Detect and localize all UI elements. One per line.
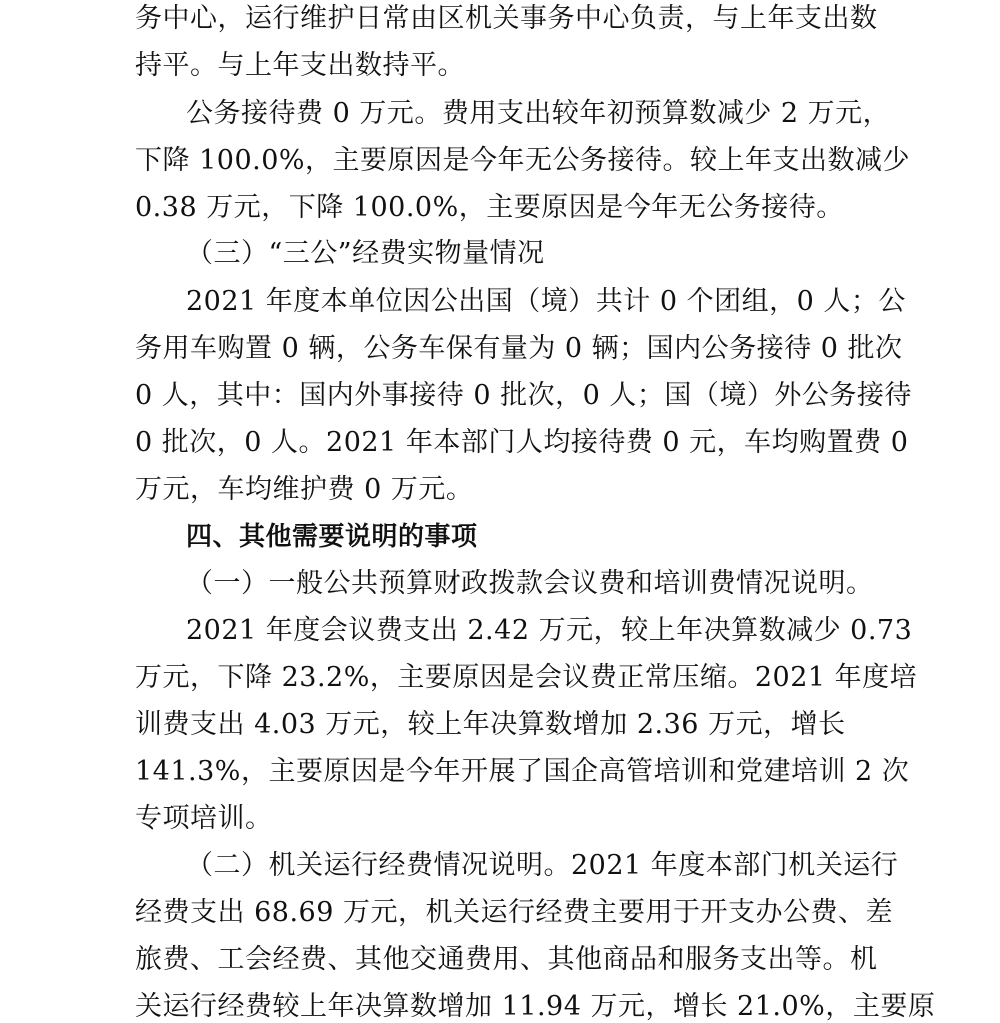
paragraph-line: 旅费、工会经费、其他交通费用、其他商品和服务支出等。机 bbox=[135, 944, 878, 975]
paragraph-line: 经费支出 68.69 万元，机关运行经费主要用于开支办公费、差 bbox=[135, 897, 893, 928]
section-heading: 四、其他需要说明的事项 bbox=[186, 522, 478, 552]
paragraph-line: 务用车购置 0 辆，公务车保有量为 0 辆；国内公务接待 0 批次 bbox=[135, 333, 903, 364]
paragraph-line: 万元，下降 23.2%，主要原因是会议费正常压缩。2021 年度培 bbox=[135, 662, 918, 693]
paragraph-line: 务中心，运行维护日常由区机关事务中心负责，与上年支出数 bbox=[135, 3, 878, 34]
paragraph-line: 训费支出 4.03 万元，较上年决算数增加 2.36 万元，增长 bbox=[135, 709, 846, 740]
paragraph-line: 2021 年度会议费支出 2.42 万元，较上年决算数减少 0.73 bbox=[186, 615, 913, 646]
paragraph-line: （二）机关运行经费情况说明。2021 年度本部门机关运行 bbox=[186, 850, 899, 881]
paragraph-line: 专项培训。 bbox=[135, 803, 273, 834]
paragraph-line: 万元，车均维护费 0 万元。 bbox=[135, 474, 474, 505]
paragraph-line: 下降 100.0%，主要原因是今年无公务接待。较上年支出数减少 bbox=[135, 145, 911, 176]
paragraph-line: 持平。与上年支出数持平。 bbox=[135, 50, 465, 81]
subsection-heading: （一）一般公共预算财政拨款会议费和培训费情况说明。 bbox=[186, 568, 874, 599]
paragraph-line: 0 人，其中：国内外事接待 0 批次，0 人；国（境）外公务接待 bbox=[135, 380, 912, 411]
paragraph-line: 公务接待费 0 万元。费用支出较年初预算数减少 2 万元， bbox=[186, 98, 891, 129]
section-heading: （三）“三公”经费实物量情况 bbox=[186, 238, 545, 269]
paragraph-line: 0 批次，0 人。2021 年本部门人均接待费 0 元，车均购置费 0 bbox=[135, 427, 909, 458]
paragraph-line: 2021 年度本单位因公出国（境）共计 0 个团组，0 人；公 bbox=[186, 286, 906, 317]
paragraph-line: 关运行经费较上年决算数增加 11.94 万元，增长 21.0%，主要原 bbox=[135, 991, 936, 1022]
paragraph-line: 0.38 万元，下降 100.0%，主要原因是今年无公务接待。 bbox=[135, 192, 844, 223]
paragraph-line: 141.3%，主要原因是今年开展了国企高管培训和党建培训 2 次 bbox=[135, 756, 910, 787]
